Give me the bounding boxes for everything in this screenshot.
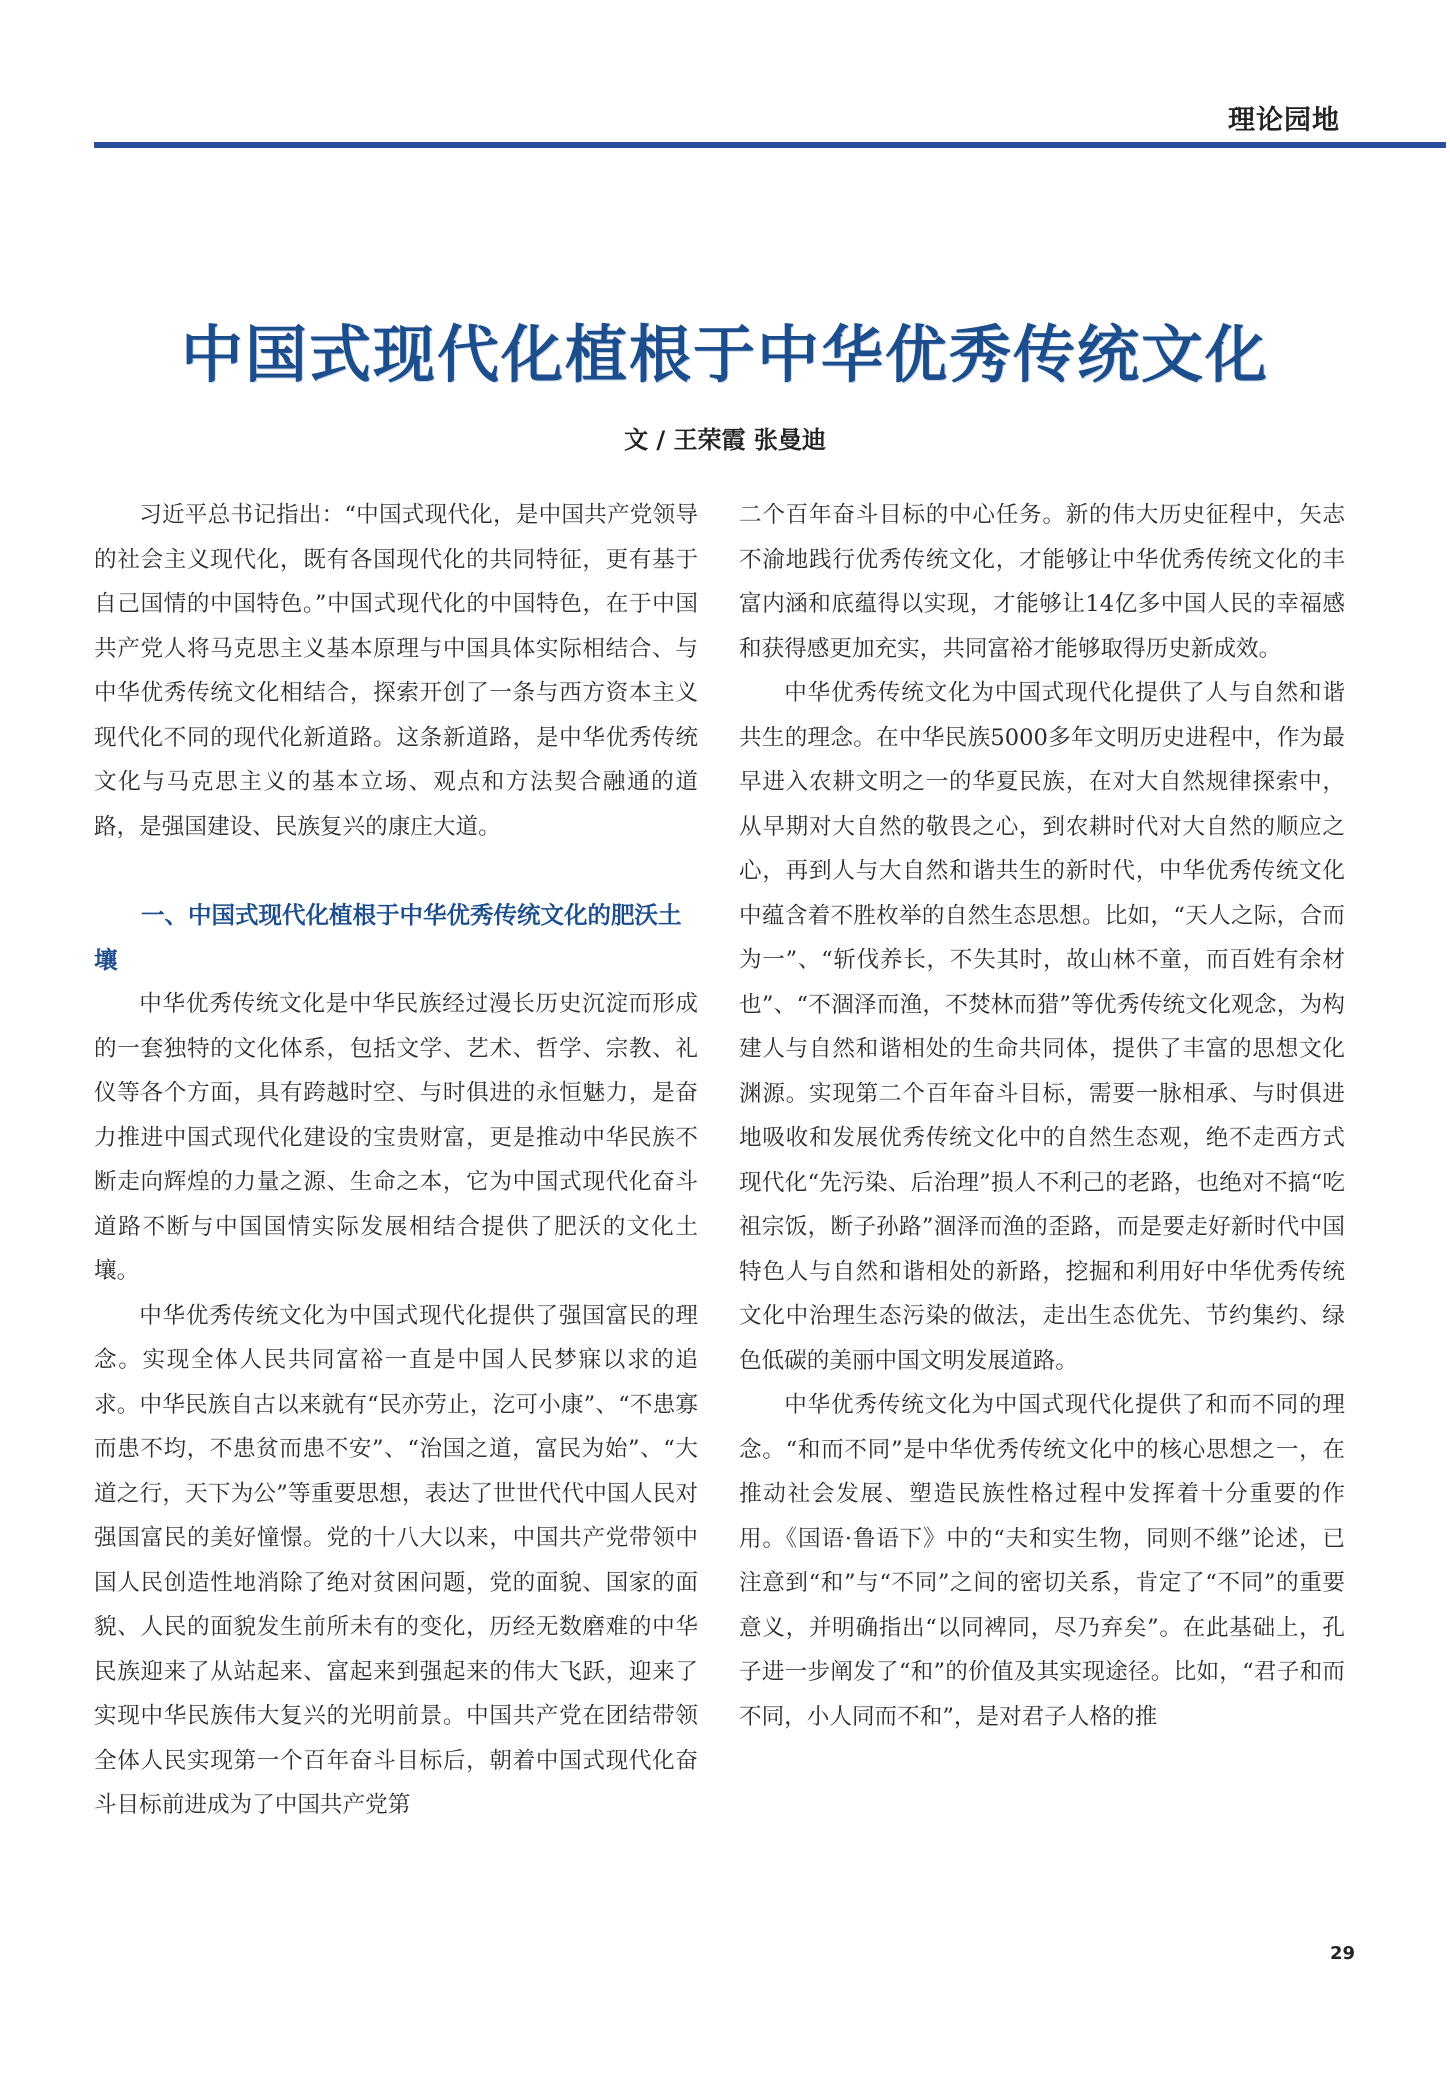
body-paragraph: 习近平总书记指出：“中国式现代化，是中国共产党领导的社会主义现代化，既有各国现代化的共同特征，更有基于自己国情的中国特色。”中国式现代化的中国特色，在于中国共产党人将马克思主义基本原理与中国具体实际相结合、与中华优秀传统文化相结合，探索开创了一条与西方资本主义现代化不同的现代化新道路。这条新道路，是中华优秀传统文化与马克思主义的基本立场、观点和方法契合融通的道路，是强国建设、民族复兴的康庄大道。: [94, 502, 698, 840]
page-number: 29: [1329, 1943, 1355, 1964]
section-heading: 一、中国式现代化植根于中华优秀传统文化的肥沃土壤: [94, 901, 682, 974]
right-column: [739, 493, 1345, 1739]
article-byline: 文 / 王荣霞 张曼迪: [624, 426, 826, 454]
body-paragraph: 中华优秀传统文化为中国式现代化提供了强国富民的理念。实现全体人民共同富裕一直是中国人民梦寐以求的追求。中华民族自古以来就有“民亦劳止，汔可小康”、“不患寡而患不均，不患贫而患不安”、“治国之道，富民为始”、“大道之行，天下为公”等重要思想，表达了世世代代中国人民对强国富民的美好憧憬。党的十八大以来，中国共产党带领中国人民创造性地消除了绝对贫困问题，党的面貌、国家的面貌、人民的面貌发生前所未有的变化，历经无数磨难的中华民族迎来了从站起来、富起来到强起来的伟大飞跃，迎来了实现中华民族伟大复兴的光明前景。中国共产党在团结带领全体人民实现第一个百年奋斗目标后，朝着中国式现代化奋斗目标前进成为了中国共产党第: [94, 1302, 698, 1818]
left-column: [94, 493, 698, 1828]
body-paragraph: 中华优秀传统文化为中国式现代化提供了和而不同的理念。“和而不同”是中华优秀传统文化中的核心思想之一，在推动社会发展、塑造民族性格过程中发挥着十分重要的作用。《国语·鲁语下》中的“夫和实生物，同则不继”论述，已注意到“和”与“不同”之间的密切关系，肯定了“不同”的重要意义，并明确指出“以同裨同，尽乃弃矣”。在此基础上，孔子进一步阐发了“和”的价值及其实现途径。比如，“君子和而不同，小人同而不和”，是对君子人格的推: [739, 1392, 1345, 1730]
body-paragraph: 中华优秀传统文化是中华民族经过漫长历史沉淀而形成的一套独特的文化体系，包括文学、艺术、哲学、宗教、礼仪等各个方面，具有跨越时空、与时俱进的永恒魅力，是奋力推进中国式现代化建设的宝贵财富，更是推动中华民族不断走向辉煌的力量之源、生命之本，它为中国式现代化奋斗道路不断与中国国情实际发展相结合提供了肥沃的文化土壤。: [94, 991, 698, 1284]
body-paragraph-continued: 二个百年奋斗目标的中心任务。新的伟大历史征程中，矢志不渝地践行优秀传统文化，才能够让中华优秀传统文化的丰富内涵和底蕴得以实现，才能够让14亿多中国人民的幸福感和获得感更加充实，共同富裕才能够取得历史新成效。: [739, 502, 1345, 662]
body-paragraph: 中华优秀传统文化为中国式现代化提供了人与自然和谐共生的理念。在中华民族5000多年文明历史进程中，作为最早进入农耕文明之一的华夏民族，在对大自然规律探索中，从早期对大自然的敬畏之心，到农耕时代对大自然的顺应之心，再到人与大自然和谐共生的新时代，中华优秀传统文化中蕴含着不胜枚举的自然生态思想。比如，“天人之际，合而为一”、“斩伐养长，不失其时，故山林不童，而百姓有余材也”、“不涸泽而渔，不焚林而猎”等优秀传统文化观念，为构建人与自然和谐相处的生命共同体，提供了丰富的思想文化渊源。实现第二个百年奋斗目标，需要一脉相承、与时俱进地吸收和发展优秀传统文化中的自然生态观，绝不走西方式现代化“先污染、后治理”损人不利己的老路，也绝对不搞“吃祖宗饭，断子孙路”涸泽而渔的歪路，而是要走好新时代中国特色人与自然和谐相处的新路，挖掘和利用好中华优秀传统文化中治理生态污染的做法，走出生态优先、节约集约、绿色低碳的美丽中国文明发展道路。: [739, 680, 1345, 1374]
article-title: 中国式现代化植根于中华优秀传统文化: [180, 318, 1269, 391]
header-rule: [94, 142, 1446, 148]
section-label: 理论园地: [1228, 105, 1340, 136]
